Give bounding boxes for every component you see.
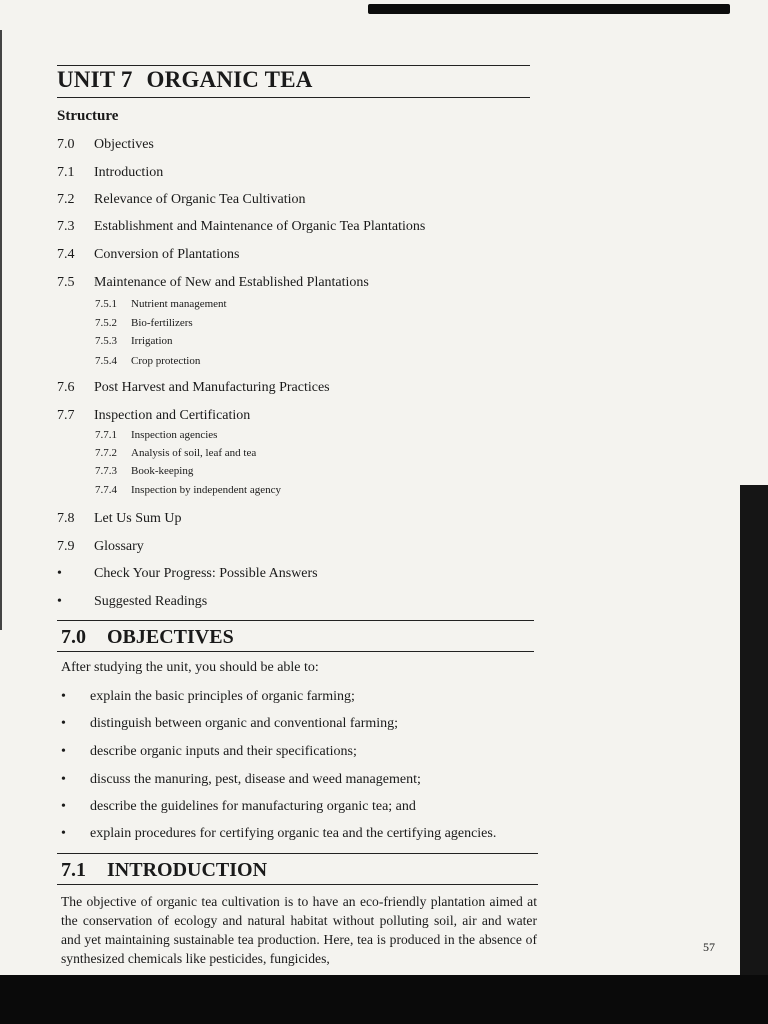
scan-left-edge bbox=[0, 30, 2, 630]
objectives-top-rule bbox=[57, 620, 534, 621]
header-top-rule bbox=[57, 65, 530, 66]
page-number: 57 bbox=[703, 940, 715, 954]
toc-item: • Suggested Readings bbox=[57, 594, 208, 609]
toc-subitem: 7.5.2 Bio-fertilizers bbox=[95, 317, 193, 329]
toc-item: 7.5 Maintenance of New and Established Plantations bbox=[57, 275, 369, 290]
introduction-paragraph: The objective of organic tea cultivation is to have an eco-friendly plantation aimed at the conservation of ecology and natural habitat without polluting soil, air and water and yet maintaining sustainable tea production. Here, tea is produced in the absence of synthesized chemicals like pesticides, fungicides, bbox=[61, 894, 537, 966]
header-bottom-rule bbox=[57, 97, 530, 98]
list-item: • explain procedures for certifying organic tea and the certifying agencies. bbox=[61, 826, 497, 841]
unit-name: ORGANIC TEA bbox=[146, 67, 313, 92]
toc-subitem: 7.7.2 Analysis of soil, leaf and tea bbox=[95, 447, 257, 459]
scan-bottom-edge bbox=[0, 975, 768, 1024]
toc-subitem: 7.5.4 Crop protection bbox=[95, 355, 201, 367]
objectives-heading: 7.0 OBJECTIVES bbox=[61, 626, 234, 648]
toc-item: 7.8 Let Us Sum Up bbox=[57, 511, 182, 526]
toc-subitem: 7.5.3 Irrigation bbox=[95, 335, 173, 347]
toc-item: 7.4 Conversion of Plantations bbox=[57, 247, 240, 262]
toc-subitem: 7.7.1 Inspection agencies bbox=[95, 429, 218, 441]
toc-item: 7.7 Inspection and Certification bbox=[57, 408, 251, 423]
structure-heading: Structure bbox=[57, 108, 119, 124]
list-item: • distinguish between organic and conventional farming; bbox=[61, 716, 399, 731]
toc-subitem: 7.7.4 Inspection by independent agency bbox=[95, 484, 281, 496]
toc-subitem: 7.5.1 Nutrient management bbox=[95, 298, 227, 310]
introduction-bottom-rule bbox=[57, 884, 538, 885]
list-item: • discuss the manuring, pest, disease and weed management; bbox=[61, 772, 421, 787]
toc-item: 7.3 Establishment and Maintenance of Organic Tea Plantations bbox=[57, 219, 426, 234]
objectives-lead: After studying the unit, you should be able to: bbox=[61, 660, 319, 675]
toc-item: 7.9 Glossary bbox=[57, 539, 144, 554]
list-item: • describe the guidelines for manufacturing organic tea; and bbox=[61, 799, 416, 814]
scan-top-edge bbox=[368, 4, 730, 14]
toc-item: 7.0 Objectives bbox=[57, 137, 154, 152]
objectives-bottom-rule bbox=[57, 651, 534, 652]
toc-subitem: 7.7.3 Book-keeping bbox=[95, 465, 194, 477]
introduction-heading: 7.1 INTRODUCTION bbox=[61, 859, 268, 881]
list-item: • describe organic inputs and their specifications; bbox=[61, 744, 357, 759]
toc-item: • Check Your Progress: Possible Answers bbox=[57, 566, 318, 581]
unit-title bbox=[57, 67, 313, 93]
list-item: • explain the basic principles of organic farming; bbox=[61, 689, 355, 704]
toc-item: 7.6 Post Harvest and Manufacturing Practices bbox=[57, 380, 330, 395]
unit-number: UNIT 7 bbox=[57, 67, 133, 92]
scan-right-edge bbox=[740, 485, 768, 975]
toc-item: 7.1 Introduction bbox=[57, 165, 164, 180]
introduction-top-rule bbox=[57, 853, 538, 854]
toc-item: 7.2 Relevance of Organic Tea Cultivation bbox=[57, 192, 306, 207]
